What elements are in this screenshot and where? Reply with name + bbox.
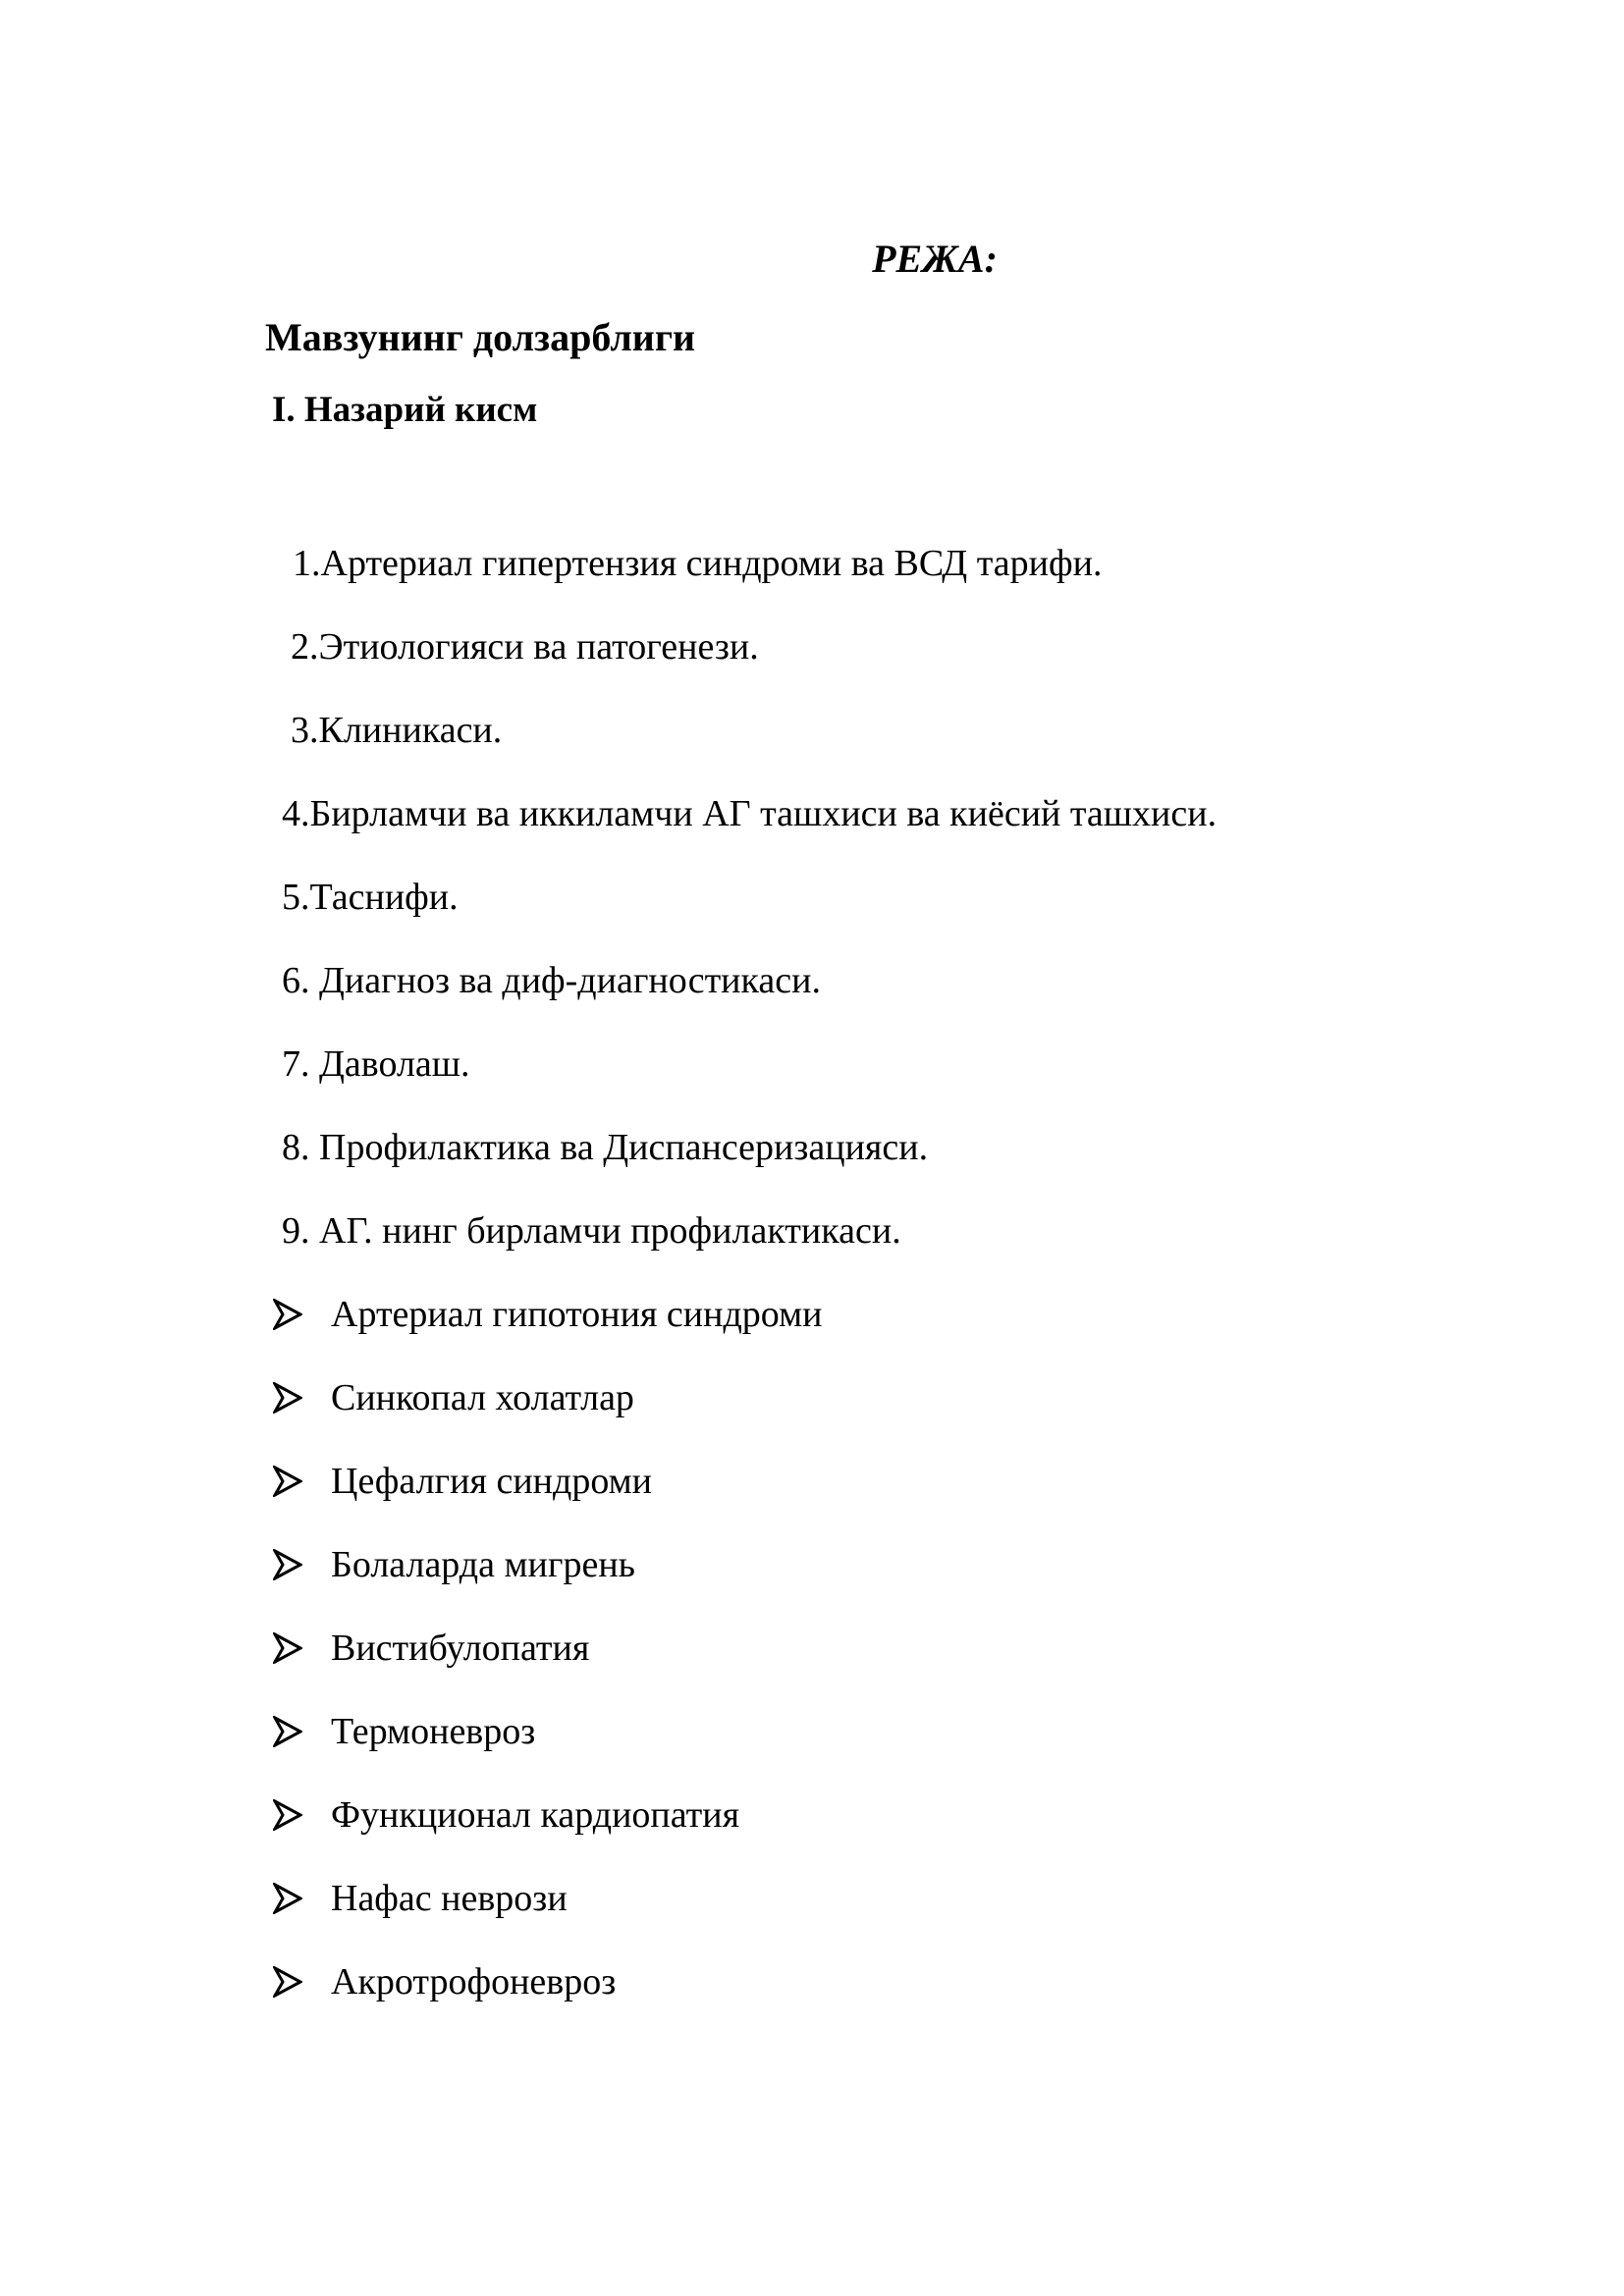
list-item: 2.Этиологияси ва патогенези. — [291, 626, 759, 667]
section-heading-theory: I. Назарий кисм — [272, 390, 538, 430]
arrowhead-bullet-icon — [273, 1799, 302, 1831]
arrowhead-bullet-icon — [273, 1382, 302, 1414]
bullet-item-text: Акротрофоневроз — [331, 1961, 617, 2002]
list-item: 4.Бирламчи ва иккиламчи АГ ташхиси ва киёсий ташхиси. — [282, 793, 1218, 834]
list-item: 1.Артериал гипертензия синдроми ва ВСД тарифи. — [293, 543, 1103, 584]
arrowhead-bullet-icon — [273, 1632, 302, 1664]
section-heading-topic-relevance: Мавзунинг долзарблиги — [265, 315, 696, 359]
bullet-item-text: Артериал гипотония синдроми — [331, 1294, 823, 1335]
bullet-item-text: Вистибулопатия — [331, 1628, 590, 1669]
bullet-item-text: Цефалгия синдроми — [331, 1461, 652, 1502]
bullet-item-text: Синкопал холатлар — [331, 1377, 634, 1418]
list-item: 6. Диагноз ва диф-диагностикаси. — [282, 960, 821, 1001]
arrowhead-bullet-icon — [273, 1549, 302, 1580]
bullet-item-text: Функционал кардиопатия — [331, 1794, 740, 1836]
bullet-item-text: Болаларда мигрень — [331, 1544, 636, 1585]
list-item: 3.Клиникаси. — [291, 710, 503, 751]
arrowhead-bullet-icon — [273, 1883, 302, 1914]
list-item: 9. АГ. нинг бирламчи профилактикаси. — [282, 1210, 901, 1252]
arrowhead-bullet-icon — [273, 1299, 302, 1330]
arrowhead-bullet-icon — [273, 1466, 302, 1497]
arrowhead-bullet-icon — [273, 1966, 302, 1998]
page-title: РЕЖА: — [872, 237, 998, 281]
list-item: 7. Даволаш. — [282, 1043, 470, 1085]
list-item: 5.Таснифи. — [282, 877, 459, 918]
bullet-item-text: Нафас неврози — [331, 1878, 568, 1919]
bullet-item-text: Термоневроз — [331, 1711, 536, 1752]
list-item: 8. Профилактика ва Диспансеризацияси. — [282, 1127, 929, 1168]
arrowhead-bullet-icon — [273, 1716, 302, 1747]
